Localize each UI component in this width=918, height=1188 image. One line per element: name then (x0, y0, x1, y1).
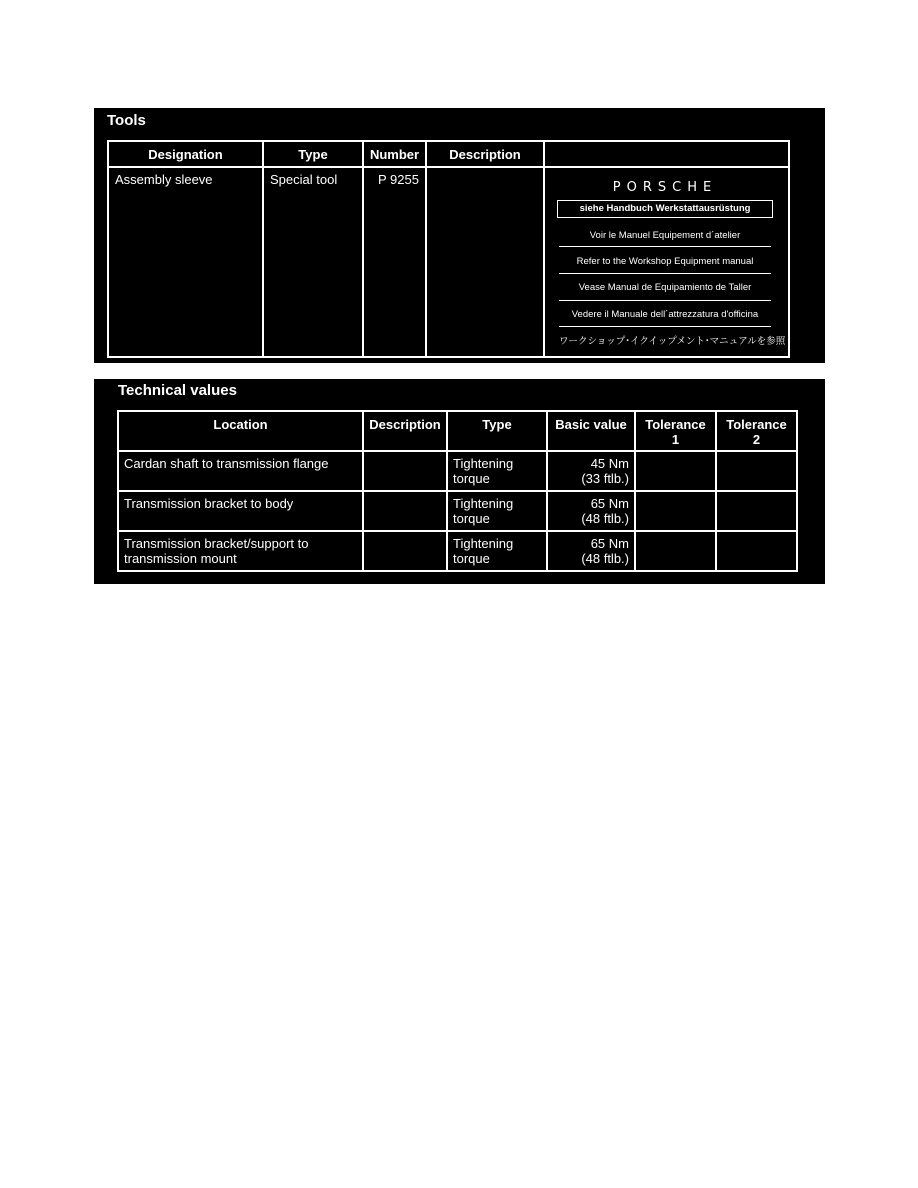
location-text: Transmission bracket to body (124, 496, 294, 511)
porsche-logo: PORSCHE (612, 180, 718, 195)
table-row (118, 531, 797, 571)
location-text: Cardan shaft to transmission flange (124, 456, 329, 471)
tech-header-row (118, 411, 797, 451)
table-row (108, 167, 789, 357)
header-type: Type (263, 141, 363, 167)
technical-values-table (117, 410, 798, 572)
header-type: Type (447, 411, 547, 451)
tool-number: P 9255 (363, 167, 426, 357)
header-tolerance-1-line2: 1 (671, 432, 680, 447)
divider (559, 273, 771, 274)
tolerance-1-cell (635, 451, 716, 491)
basic-value-metric: 45 Nm (590, 456, 629, 471)
header-tolerance-1 (635, 411, 716, 451)
reference-line-en: Refer to the Workshop Equipment manual (576, 256, 754, 267)
basic-value-cell (547, 531, 635, 571)
table-row (118, 491, 797, 531)
basic-value-metric: 65 Nm (590, 536, 629, 551)
description-cell (363, 531, 447, 571)
type-cell (447, 451, 547, 491)
divider (559, 246, 771, 247)
header-description: Description (426, 141, 544, 167)
technical-values-panel (94, 379, 825, 584)
location-cell (118, 491, 363, 531)
header-tolerance-1-line1: Tolerance (645, 417, 706, 432)
tool-designation: Assembly sleeve (108, 167, 263, 357)
tolerance-1-cell (635, 531, 716, 571)
tool-description (426, 167, 544, 357)
type-text-2: torque (453, 471, 490, 486)
tolerance-1-cell (635, 491, 716, 531)
divider (559, 326, 771, 327)
technical-values-title: Technical values (118, 382, 237, 399)
type-text-2: torque (453, 551, 490, 566)
tools-panel (94, 108, 825, 363)
header-reference (544, 141, 789, 167)
location-text: Transmission bracket/support to (124, 536, 309, 551)
reference-line-es: Vease Manual de Equipamiento de Taller (578, 282, 752, 293)
reference-line-it: Vedere il Manuale dell´attrezzatura d'officina (571, 309, 759, 320)
tolerance-2-cell (716, 531, 797, 571)
tools-header-row (108, 141, 789, 167)
type-text: Tightening (453, 536, 514, 551)
description-cell (363, 491, 447, 531)
description-cell (363, 451, 447, 491)
location-text-2: transmission mount (124, 551, 237, 566)
reference-line-fr: Voir le Manuel Equipement d´atelier (589, 230, 741, 241)
location-cell (118, 531, 363, 571)
header-tolerance-2 (716, 411, 797, 451)
reference-line-de: siehe Handbuch Werkstattausrüstung (557, 200, 773, 218)
tolerance-2-cell (716, 451, 797, 491)
table-row (118, 451, 797, 491)
type-cell (447, 531, 547, 571)
tolerance-2-cell (716, 491, 797, 531)
type-text: Tightening (453, 456, 514, 471)
basic-value-imperial: (33 ftlb.) (581, 471, 629, 486)
basic-value-imperial: (48 ftlb.) (581, 551, 629, 566)
header-tolerance-2-line2: 2 (752, 432, 761, 447)
header-basic-value: Basic value (547, 411, 635, 451)
location-cell (118, 451, 363, 491)
header-description: Description (363, 411, 447, 451)
header-tolerance-2-line1: Tolerance (726, 417, 787, 432)
tool-type: Special tool (263, 167, 363, 357)
tools-title: Tools (107, 112, 146, 129)
basic-value-cell (547, 491, 635, 531)
basic-value-metric: 65 Nm (590, 496, 629, 511)
header-location: Location (118, 411, 363, 451)
tools-table (107, 140, 790, 358)
reference-line-ja: ワークショップ･イクイップメント･マニュアルを参照 (559, 336, 786, 347)
type-cell (447, 491, 547, 531)
basic-value-cell (547, 451, 635, 491)
type-text-2: torque (453, 511, 490, 526)
type-text: Tightening (453, 496, 514, 511)
header-designation: Designation (108, 141, 263, 167)
divider (559, 300, 771, 301)
basic-value-imperial: (48 ftlb.) (581, 511, 629, 526)
reference-cell (544, 167, 789, 357)
header-number: Number (363, 141, 426, 167)
